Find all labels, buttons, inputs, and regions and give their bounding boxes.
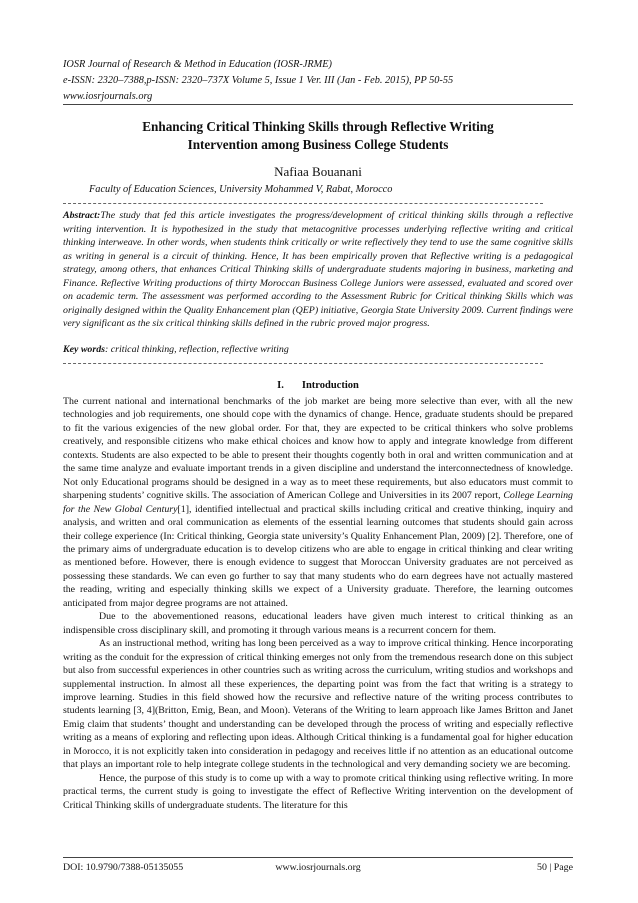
abstract bbox=[63, 209, 573, 331]
keywords bbox=[63, 344, 573, 355]
section-number: I. bbox=[277, 380, 284, 391]
section-heading bbox=[63, 380, 573, 391]
footer-divider bbox=[63, 857, 573, 858]
header-divider bbox=[63, 104, 573, 105]
abstract-bottom-divider bbox=[63, 363, 543, 364]
footer-page-number: 50 | Page bbox=[537, 862, 573, 873]
abstract-label: Abstract: bbox=[63, 210, 101, 221]
paragraph-1-part-a: The current national and international benchmarks of the job market are being more selective than ever, with all the new technologies and job requirements, one should cope with the dynamics of change. Hence, graduate students should be prepared to fit the various exigencies of the new global order. For that, they are expected to be critical thinkers who solve problems creatively, and responsible citizens who make ethical choices and know how to apply and integrate knowledge from different contexts. Students are also expected to be able to present their thoughts cogently both in oral and written communication and at the same time analyze and evaluate important trends in a given discipline and understand the interconnectedness of knowledge. Not only Educational programs should be designed in a way as to meet these requirements, but also educators must commit to sharpening students’ cognitive skills. The association of American College and Universities in its 2007 report, bbox=[63, 396, 573, 502]
report-title-italic: College Learning for the New Global Century bbox=[63, 490, 573, 515]
title-line-1: Enhancing Critical Thinking Skills through Reflective Writing bbox=[142, 119, 494, 134]
footer-website[interactable]: www.iosrjournals.org bbox=[275, 862, 361, 873]
paper-page bbox=[63, 0, 573, 903]
keywords-text: : critical thinking, reflection, reflective writing bbox=[104, 344, 289, 355]
journal-website[interactable]: www.iosrjournals.org bbox=[63, 91, 153, 102]
author-affiliation: Faculty of Education Sciences, University Mohammed V, Rabat, Morocco bbox=[89, 184, 393, 195]
keywords-label: Key words bbox=[63, 344, 105, 355]
section-title: Introduction bbox=[301, 380, 359, 391]
paragraph-2: Due to the abovementioned reasons, educational leaders have given much interest to critical thinking as an indispensible cross disciplinary skill, and promoting it through various means is a recurrent concern for them. bbox=[63, 611, 573, 636]
journal-name: IOSR Journal of Research & Method in Education (IOSR-JRME) bbox=[63, 59, 332, 70]
abstract-text: The study that fed this article investigates the progress/development of critical thinking skills through a reflective writing intervention. It is hypothesized in the study that metacognitive processes underlying reflective writing and critical thinking interweave. In other words, when students think critically or write reflectively they tend to use the same cognitive skills as writing in general is a circuit of thinking. Hence, It has been empirically proven that Reflective writing is a pedagogical strategy, among others, that enhances Critical Thinking skills of undergraduate students majoring in business, marketing and Finance. Reflective Writing productions of thirty Moroccan Business College Juniors were assessed, evaluated and scored over on academic term. The assessment was performed according to the Assessment Rubric for Critical thinking Skills which was originally designed within the Quality Enhancement plan (QEP) initiative, Georgia State University 2009. Current findings were very significant as the six critical thinking skills defined in the rubric proved major progress. bbox=[63, 210, 573, 329]
paragraph-1-part-b: [1], identified intellectual and practical skills including critical and creative thinking, inquiry and analysis, and written and oral communication as elements of the essential learning outcomes that students should gain across their college experience (In: Critical thinking, Georgia state university’s Quality Enhancement Plan, 2009) [2]. Therefore, one of the primary aims of undergraduate education is to develop citizens who are able to engage in critical thinking and clear writing as mentioned before. However, there is enough evidence to suggest that Moroccan University graduates are not perceived as possessing these standards. We can even go further to say that many students who do earn degrees have not actually mastered the reading, writing and especially thinking skills we expect of a University graduate. Therefore, the learning outcomes anticipated from major degree programs are not attained. bbox=[63, 503, 573, 609]
journal-header bbox=[63, 57, 573, 105]
body-text bbox=[63, 395, 573, 812]
author-name: Nafiaa Bouanani bbox=[274, 164, 362, 179]
paragraph-3: As an instructional method, writing has long been perceived as a way to improve critical thinking. Hence incorporating writing as the conduit for the expression of critical thinking emerges not only from the tremendous research done on this subject but also from successful experiences in other countries such as writing across the curriculum, writing studios and workshops and supplemental instruction. In almost all these experiences, the departing point was from the fact that writing is a strategy to improve learning. Studies in this field showed how the recursive and reflective nature of the writing process contributes to students learning [3, 4](Britton, Emig, Bean, and Moon). Veterans of the Writing to learn approach like James Britton and Janet Emig claim that students’ thought and understanding can be developed through the process of writing and especially reflective writing as a means of exploring and reflecting upon ideas. Although Critical thinking is a fundamental goal for higher education in Morocco, it is not explicitly taken into consideration in pedagogy and receives little if no attention as an educational outcome that plays an important role to help integrate college students in the technological and very demanding society we are becoming. bbox=[63, 638, 573, 771]
title-line-2: Intervention among Business College Students bbox=[187, 137, 449, 152]
abstract-top-divider bbox=[63, 203, 543, 204]
paragraph-4: Hence, the purpose of this study is to come up with a way to promote critical thinking using reflective writing. In more practical terms, the current study is going to investigate the effect of Reflective Writing intervention on the development of Critical Thinking skills of undergraduate students. The literature for this bbox=[63, 772, 573, 811]
footer-doi: DOI: 10.9790/7388-05135055 bbox=[63, 862, 184, 873]
journal-issn-volume: e-ISSN: 2320–7388,p-ISSN: 2320–737X Volume 5, Issue 1 Ver. III (Jan - Feb. 2015), PP 50-55 bbox=[63, 75, 454, 86]
paragraph-1 bbox=[63, 395, 573, 610]
paper-title bbox=[63, 118, 573, 154]
